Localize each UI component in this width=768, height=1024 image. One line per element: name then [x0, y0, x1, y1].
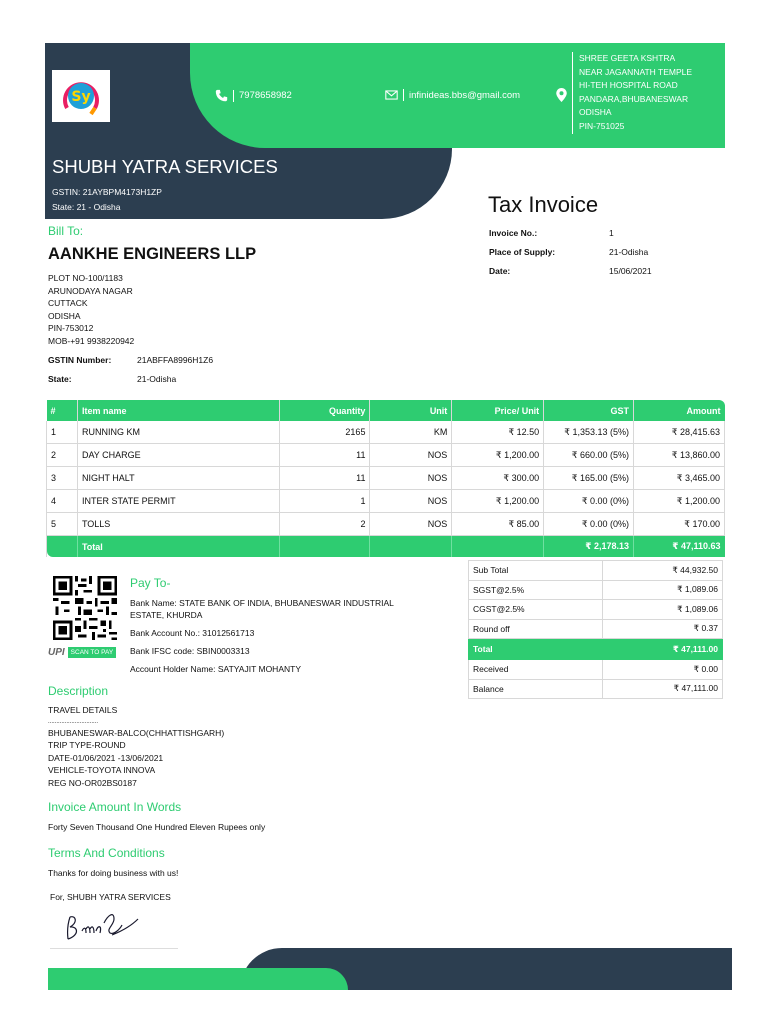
- summary-value: ₹ 44,932.50: [602, 561, 722, 581]
- summary-table: [468, 560, 723, 699]
- cell-quantity: 2: [279, 513, 370, 536]
- scan-to-pay-label: SCAN TO PAY: [68, 647, 117, 658]
- summary-row: [469, 580, 723, 600]
- description-line: VEHICLE-TOYOTA INNOVA: [48, 765, 156, 776]
- invoice-number-value: 1: [609, 228, 614, 238]
- phone-contact: [215, 89, 292, 102]
- cell-index: 1: [47, 421, 78, 444]
- bank-name: Bank Name: STATE BANK OF INDIA, BHUBANESWAR INDUSTRIAL ESTATE, KHURDA: [130, 598, 394, 620]
- items-table: [46, 400, 725, 557]
- place-of-supply-value: 21-Odisha: [609, 247, 649, 257]
- cell-gst: ₹ 0.00 (0%): [544, 490, 634, 513]
- summary-label: Sub Total: [469, 561, 603, 581]
- company-gstin: GSTIN: 21AYBPM4173H1ZP: [52, 187, 162, 197]
- bill-address-line: ODISHA: [48, 310, 81, 321]
- place-of-supply-label: Place of Supply:: [489, 247, 556, 257]
- cell-quantity: 2165: [279, 421, 370, 444]
- cell-amount: ₹ 3,465.00: [634, 467, 725, 490]
- cell-quantity: 11: [279, 444, 370, 467]
- summary-label: Received: [469, 660, 603, 680]
- cell-unit: NOS: [370, 467, 452, 490]
- summary-total-row: [469, 639, 723, 660]
- summary-label: Round off: [469, 619, 603, 639]
- upi-logo: UPI: [48, 647, 65, 658]
- description-line: ..............................: [48, 718, 99, 725]
- company-state: State: 21 - Odisha: [52, 202, 121, 212]
- amount-words-heading: Invoice Amount In Words: [48, 800, 182, 814]
- cell-total-amount: ₹ 47,110.63: [634, 536, 725, 558]
- bill-state-value: 21-Odisha: [137, 374, 177, 384]
- cell-amount: ₹ 13,860.00: [634, 444, 725, 467]
- cell-item: RUNNING KM: [77, 421, 279, 444]
- col-header-index: #: [47, 400, 78, 421]
- col-header-unit: Unit: [370, 400, 452, 421]
- address-line: ODISHA: [579, 107, 612, 118]
- cell-index: 2: [47, 444, 78, 467]
- bank-ifsc: Bank IFSC code: SBIN0003313: [130, 646, 250, 656]
- cell-amount: ₹ 170.00: [634, 513, 725, 536]
- cell-index: 5: [47, 513, 78, 536]
- bill-address-line: PIN-753012: [48, 323, 94, 334]
- address-line: PIN-751025: [579, 120, 625, 131]
- logo-icon: [57, 74, 105, 118]
- cell-item: DAY CHARGE: [77, 444, 279, 467]
- bill-address-line: MOB-+91 9938220942: [48, 335, 135, 346]
- place-of-supply-row: [489, 243, 652, 262]
- summary-label: SGST@2.5%: [469, 580, 603, 600]
- address-line: PANDARA,BHUBANESWAR: [579, 93, 689, 104]
- cell-unit: NOS: [370, 513, 452, 536]
- cell-quantity: 1: [279, 490, 370, 513]
- upi-badge: [48, 647, 116, 658]
- signature-line: [50, 948, 178, 949]
- summary-value: ₹ 0.00: [602, 660, 722, 680]
- bank-account-no: Bank Account No.: 31012561713: [130, 628, 255, 638]
- summary-row: [469, 600, 723, 620]
- address-line: NEAR JAGANNATH TEMPLE: [579, 66, 693, 77]
- cell-unit: KM: [370, 421, 452, 444]
- logo-text: Sy: [71, 89, 91, 105]
- summary-row: [469, 679, 723, 699]
- company-address: [572, 52, 729, 134]
- col-header-item: Item name: [77, 400, 279, 421]
- terms-heading: Terms And Conditions: [48, 846, 165, 860]
- cell-item: INTER STATE PERMIT: [77, 490, 279, 513]
- cell-price: ₹ 12.50: [452, 421, 544, 444]
- cell-total-blank: [279, 536, 370, 558]
- summary-value: ₹ 0.37: [602, 619, 722, 639]
- company-name: SHUBH YATRA SERVICES: [52, 156, 278, 177]
- table-row: [47, 444, 725, 467]
- summary-row: [469, 660, 723, 680]
- summary-label: Total: [469, 639, 603, 660]
- description-line: DATE-01/06/2021 -13/06/2021: [48, 752, 164, 763]
- description-body: [48, 704, 224, 790]
- invoice-title: Tax Invoice: [488, 192, 599, 217]
- cell-price: ₹ 300.00: [452, 467, 544, 490]
- phone-icon: [215, 89, 228, 102]
- description-heading: Description: [48, 684, 109, 698]
- bill-address-line: PLOT NO-100/1183: [48, 273, 123, 283]
- cell-gst: ₹ 1,353.13 (5%): [544, 421, 634, 444]
- bill-to-heading: Bill To:: [48, 224, 84, 238]
- address-line: HI-TEH HOSPITAL ROAD: [579, 80, 678, 91]
- amount-words-text: Forty Seven Thousand One Hundred Eleven Rupees only: [48, 822, 266, 832]
- table-row: [47, 421, 725, 444]
- terms-text: Thanks for doing business with us!: [48, 868, 179, 878]
- cell-quantity: 11: [279, 467, 370, 490]
- signature-for-label: For, SHUBH YATRA SERVICES: [50, 892, 171, 902]
- invoice-number-label: Invoice No.:: [489, 228, 538, 238]
- invoice-date-value: 15/06/2021: [609, 266, 652, 276]
- description-line: BHUBANESWAR-BALCO(CHHATTISHGARH): [48, 727, 225, 738]
- cell-unit: NOS: [370, 490, 452, 513]
- mail-icon: [385, 90, 398, 100]
- bill-gstin-row: [48, 355, 213, 365]
- invoice-date-label: Date:: [489, 266, 511, 276]
- cell-price: ₹ 85.00: [452, 513, 544, 536]
- qr-code: [48, 573, 122, 643]
- bill-gstin-value: 21ABFFA8996H1Z6: [137, 355, 214, 365]
- col-header-gst: GST: [544, 400, 634, 421]
- invoice-number-row: [489, 224, 652, 243]
- table-row: [47, 467, 725, 490]
- description-line: TRIP TYPE-ROUND: [48, 740, 126, 751]
- table-row: [47, 490, 725, 513]
- invoice-fields: [489, 224, 652, 281]
- table-row: [47, 513, 725, 536]
- cell-total-blank: [47, 536, 78, 558]
- summary-label: Balance: [469, 679, 603, 699]
- cell-unit: NOS: [370, 444, 452, 467]
- footer-green-band: [48, 968, 348, 990]
- cell-gst: ₹ 0.00 (0%): [544, 513, 634, 536]
- col-header-amount: Amount: [634, 400, 725, 421]
- col-header-quantity: Quantity: [279, 400, 370, 421]
- description-line: REG NO-OR02BS0187: [48, 777, 137, 788]
- cell-amount: ₹ 1,200.00: [634, 490, 725, 513]
- col-header-price: Price/ Unit: [452, 400, 544, 421]
- bill-to-address: [48, 272, 134, 348]
- email-contact: [385, 89, 520, 101]
- summary-value: ₹ 47,111.00: [602, 639, 722, 660]
- cell-index: 3: [47, 467, 78, 490]
- bill-address-line: ARUNODAYA NAGAR: [48, 285, 133, 296]
- signature-image: [62, 905, 142, 943]
- summary-label: CGST@2.5%: [469, 600, 603, 620]
- email-address: infinideas.bbs@gmail.com: [409, 89, 521, 101]
- cell-price: ₹ 1,200.00: [452, 444, 544, 467]
- summary-value: ₹ 1,089.06: [602, 600, 722, 620]
- cell-gst: ₹ 165.00 (5%): [544, 467, 634, 490]
- cell-gst: ₹ 660.00 (5%): [544, 444, 634, 467]
- invoice-date-row: [489, 262, 652, 281]
- table-header-row: [47, 400, 725, 421]
- summary-value: ₹ 47,111.00: [602, 679, 722, 699]
- cell-item: TOLLS: [77, 513, 279, 536]
- bill-address-line: CUTTACK: [48, 298, 88, 309]
- cell-amount: ₹ 28,415.63: [634, 421, 725, 444]
- summary-value: ₹ 1,089.06: [602, 580, 722, 600]
- bill-gstin-label: GSTIN Number:: [48, 355, 112, 365]
- cell-total-blank: [452, 536, 544, 558]
- bill-to-name: AANKHE ENGINEERS LLP: [48, 245, 257, 263]
- summary-row: [469, 619, 723, 639]
- bill-state-row: [48, 374, 176, 384]
- cell-index: 4: [47, 490, 78, 513]
- description-line: TRAVEL DETAILS: [48, 705, 118, 715]
- bill-state-label: State:: [48, 374, 72, 384]
- location-pin-icon: [556, 88, 567, 107]
- cell-total-blank: [370, 536, 452, 558]
- cell-price: ₹ 1,200.00: [452, 490, 544, 513]
- cell-total-gst: ₹ 2,178.13: [544, 536, 634, 558]
- account-holder: Account Holder Name: SATYAJIT MOHANTY: [130, 664, 301, 674]
- pay-to-heading: Pay To-: [130, 576, 171, 590]
- table-total-row: [47, 536, 725, 558]
- phone-number: 7978658982: [239, 90, 292, 101]
- summary-row: [469, 561, 723, 581]
- cell-total-label: Total: [77, 536, 279, 558]
- company-logo: [52, 70, 110, 122]
- cell-item: NIGHT HALT: [77, 467, 279, 490]
- address-line: SHREE GEETA KSHTRA: [579, 53, 676, 63]
